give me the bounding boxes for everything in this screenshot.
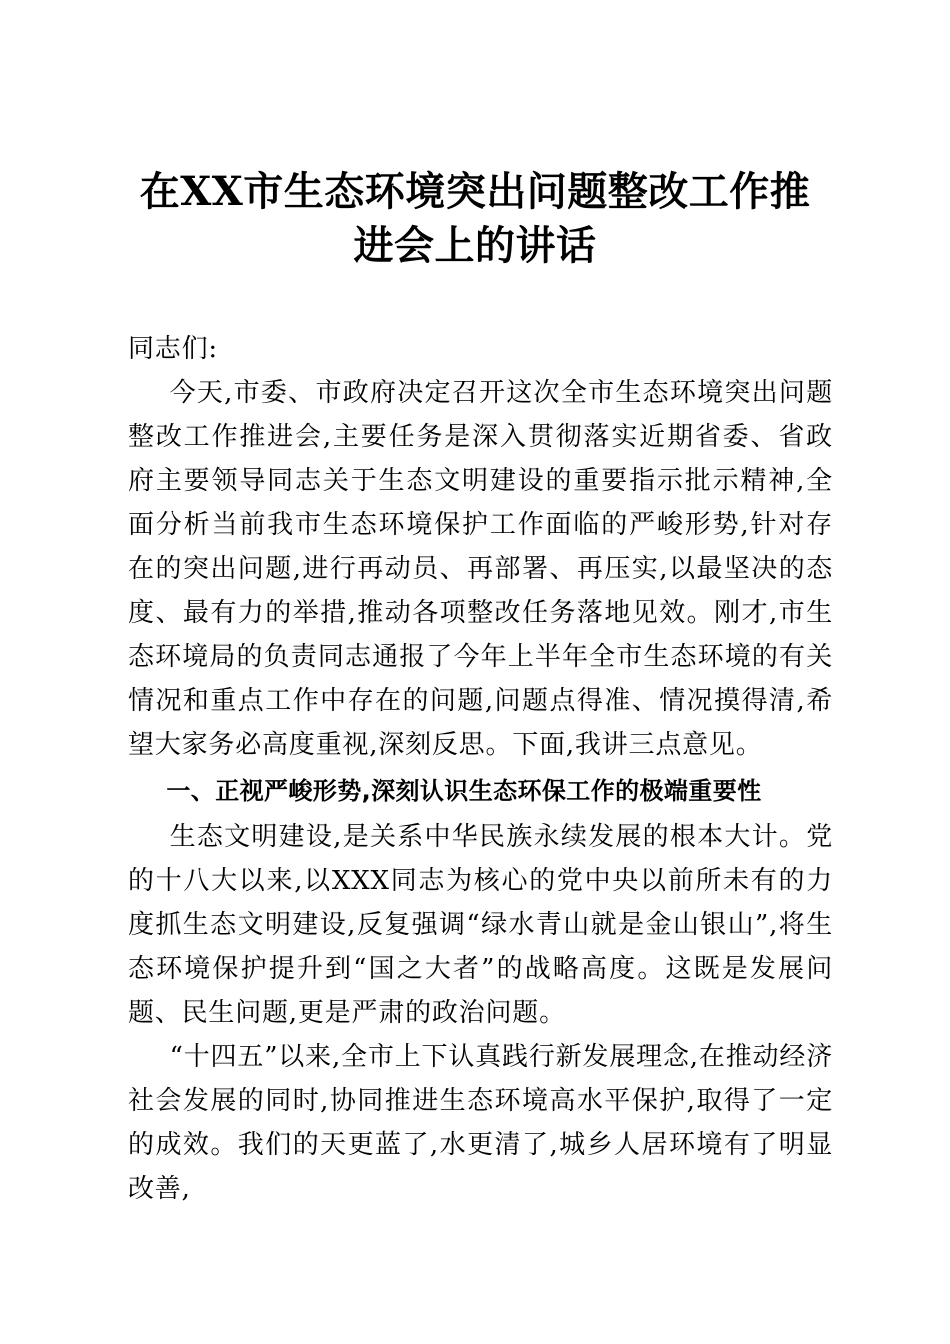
intro-paragraph: 今天,市委、市政府决定召开这次全市生态环境突出问题整改工作推进会,主要任务是深入贯彻落实近期省委、省政府主要领导同志关于生态文明建设的重要指示批示精神,全面分析当前我市生态环境保护工作面临的严峻形势,针对存在的突出问题,进行再动员、再部署、再压实,以最坚决的态度、最有力的举措,推动各项整改任务落地见效。刚才,市生态环境局的负责同志通报了今年上半年全市生态环境的有关情况和重点工作中存在的问题,问题点得准、情况摸得清,希望大家务必高度重视,深刻反思。下面,我讲三点意见。 <box>128 378 833 760</box>
salutation: 同志们: <box>128 334 218 364</box>
title-line-2: 进会上的讲话 <box>353 222 597 269</box>
document-body <box>128 327 833 1211</box>
section1-paragraph-2: “十四五”以来,全市上下认真践行新发展理念,在推动经济社会发展的同时,协同推进生态环境高水平保护,取得了一定的成效。我们的天更蓝了,水更清了,城乡人居环境有了明显改善, <box>128 1042 833 1204</box>
title-line-1: 在XX市生态环境突出问题整改工作推 <box>139 168 811 215</box>
section-heading-1: 一、正视严峻形势,深刻认识生态环保工作的极端重要性 <box>166 777 762 805</box>
document-title <box>120 165 830 273</box>
section1-paragraph-1: 生态文明建设,是关系中华民族永续发展的根本大计。党的十八大以来,以XXX同志为核心的党中央以前所未有的力度抓生态文明建设,反复强调“绿水青山就是金山银山”,将生态环境保护提升到“国之大者”的战略高度。这既是发展问题、民生问题,更是严肃的政治问题。 <box>128 822 833 1028</box>
